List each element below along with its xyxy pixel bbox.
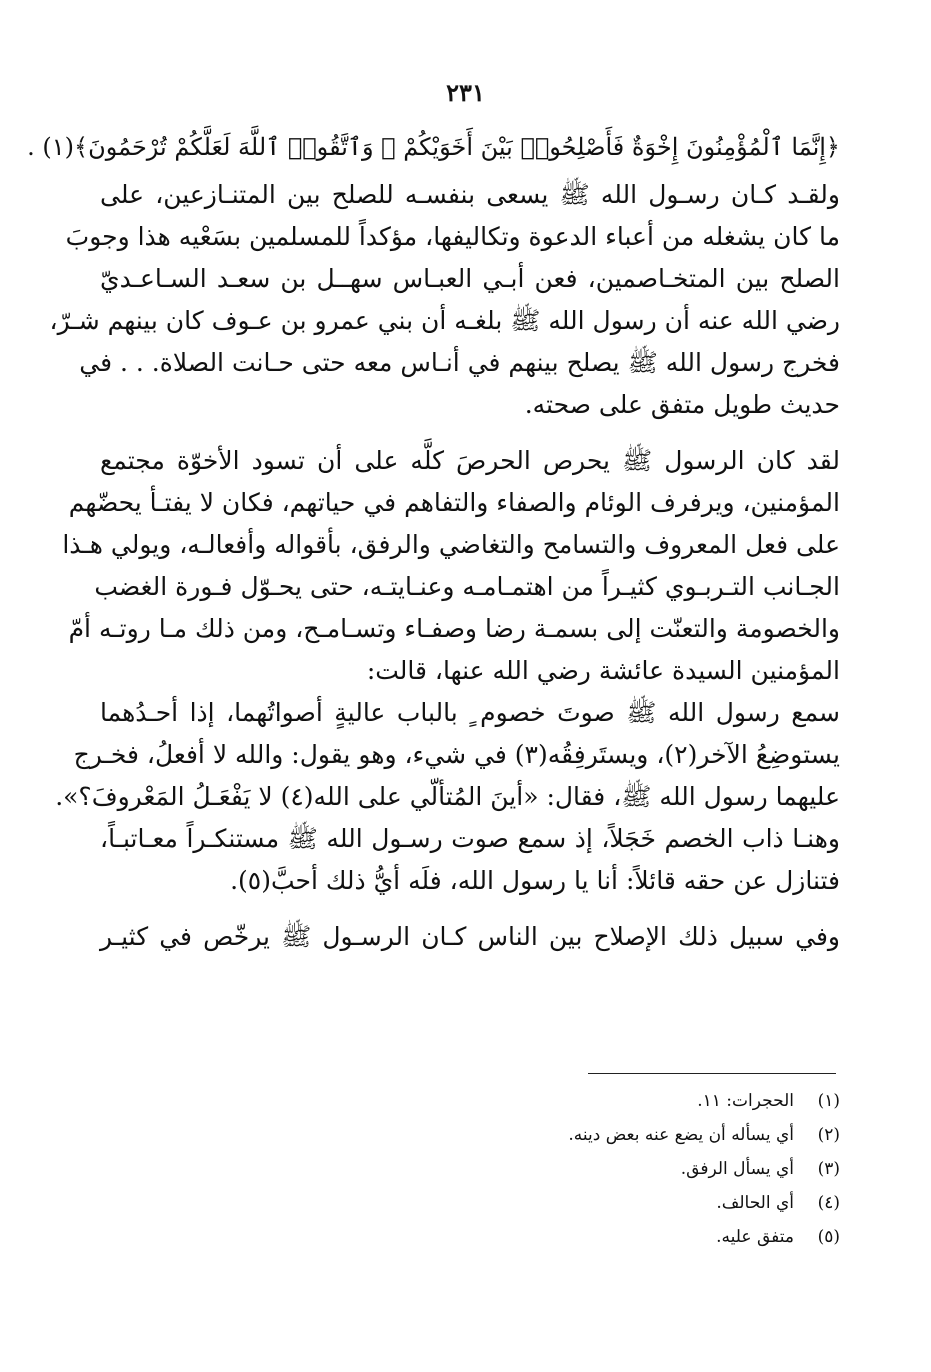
text-line: الجـانب التـربـوي كثيـراً من اهتمـامـه وعنـايتـه، حتى يحـوّل فـورة الغضب xyxy=(94,572,840,601)
footnote-number: (٤) xyxy=(817,1193,840,1213)
text-line: ما كان يشغله من أعباء الدعوة وتكاليفها، مؤكداً للمسلمين بسَعْيه هذا وجوبَ xyxy=(65,222,840,251)
footnote-text: الحجرات: ١١. xyxy=(697,1091,794,1111)
footnote-separator xyxy=(588,1073,836,1074)
text-line: المؤمنين السيدة عائشة رضي الله عنها، قالت: xyxy=(366,656,840,685)
paragraph-2 xyxy=(62,440,840,692)
text-line: المؤمنين، ويرفرف الوئام والصفاء والتفاهم في حياتهم، فكان لا يفتـأ يحضّهم xyxy=(68,488,840,517)
paragraph-3 xyxy=(55,692,840,902)
text-line: رضي الله عنه أن رسول الله ﷺ بلغـه أن بني عمرو بن عـوف كان بينهم شـرّ، xyxy=(49,306,840,335)
text-line: على فعل المعروف والتسامح والتغاضي والرفق، بأقواله وأفعالـه، ويولي هـذا xyxy=(62,530,840,559)
footnote xyxy=(200,1152,840,1186)
text-line: وفي سبيل ذلك الإصلاح بين الناس كـان الرسـول ﷺ يرخّص في كثيـر xyxy=(100,922,840,951)
text-line: والخصومة والتعنّت إلى بسمـة رضا وصفـاء وتسـامـح، ومن ذلك مـا روتـه أمّ xyxy=(68,614,840,643)
text-line: لقد كان الرسول ﷺ يحرص الحرصَ كلَّه على أن تسود الأخوّة مجتمع xyxy=(100,446,840,475)
paragraph-1 xyxy=(49,174,840,426)
footnote-text: أي يسأله أن يضع عنه بعض دينه. xyxy=(568,1125,794,1145)
page-number: ٢٣١ xyxy=(446,78,485,107)
text-line: عليهما رسول الله ﷺ، فقال: «أينَ المُتألّي على الله(٤) لا يَفْعَـلُ المَعْروفَ؟». xyxy=(55,782,840,811)
footnote-number: (٢) xyxy=(817,1125,840,1145)
footnote xyxy=(200,1118,840,1152)
quran-verse: ﴿إِنَّمَا ٱلْمُؤْمِنُونَ إِخْوَةٌ فَأَصْلِحُوا۟ بَيْنَ أَخَوَيْكُمْ ۚ وَٱتَّقُوا۟ ٱللَّهَ لَعَلَّكُمْ تُرْحَمُونَ﴾(١) . xyxy=(27,133,840,161)
footnote-number: (٥) xyxy=(817,1227,840,1247)
text-line: وهنـا ذاب الخصم خَجَلاً، إذ سمع صوت رسـول الله ﷺ مستنكـراً معـاتبـاً، xyxy=(100,824,840,853)
footnote-number: (١) xyxy=(817,1091,840,1111)
footnote xyxy=(200,1220,840,1254)
text-line: فتنازل عن حقه قائلاً: أنا يا رسول الله، فلَه أيُّ ذلك أحبَّ(٥). xyxy=(230,866,840,895)
text-line: يستوضِعُ الآخر(٢)، ويستَرفِقُه(٣) في شيء، وهو يقول: والله لا أفعلُ، فخـرج xyxy=(73,740,840,769)
text-line: فخرج رسول الله ﷺ يصلح بينهم في أنـاس معه حتى حـانت الصلاة. . . في xyxy=(79,348,840,377)
footnote-number: (٣) xyxy=(817,1159,840,1179)
footnote xyxy=(200,1084,840,1118)
footnote-text: متفق عليه. xyxy=(716,1227,794,1247)
text-line: ولقـد كـان رسـول الله ﷺ يسعى بنفسـه للصلح بين المتنـازعين، على xyxy=(100,180,840,209)
footnote-text: أي الحالف. xyxy=(716,1193,794,1213)
text-line: حديث طويل متفق على صحته. xyxy=(524,390,840,419)
footnotes xyxy=(200,1084,840,1254)
footnote xyxy=(200,1186,840,1220)
paragraph-4 xyxy=(100,916,840,958)
text-line: سمع رسول الله ﷺ صوتَ خصوم ٍ بالباب عاليةٍ أصواتُهما، إذا أحـدُهما xyxy=(100,698,840,727)
text-line: الصلح بين المتخـاصمين، فعن أبـي العبـاس سهــل بن سعـد السـاعـديّ xyxy=(100,264,840,293)
footnote-text: أي يسأل الرفق. xyxy=(680,1159,794,1179)
main-text xyxy=(27,120,840,958)
